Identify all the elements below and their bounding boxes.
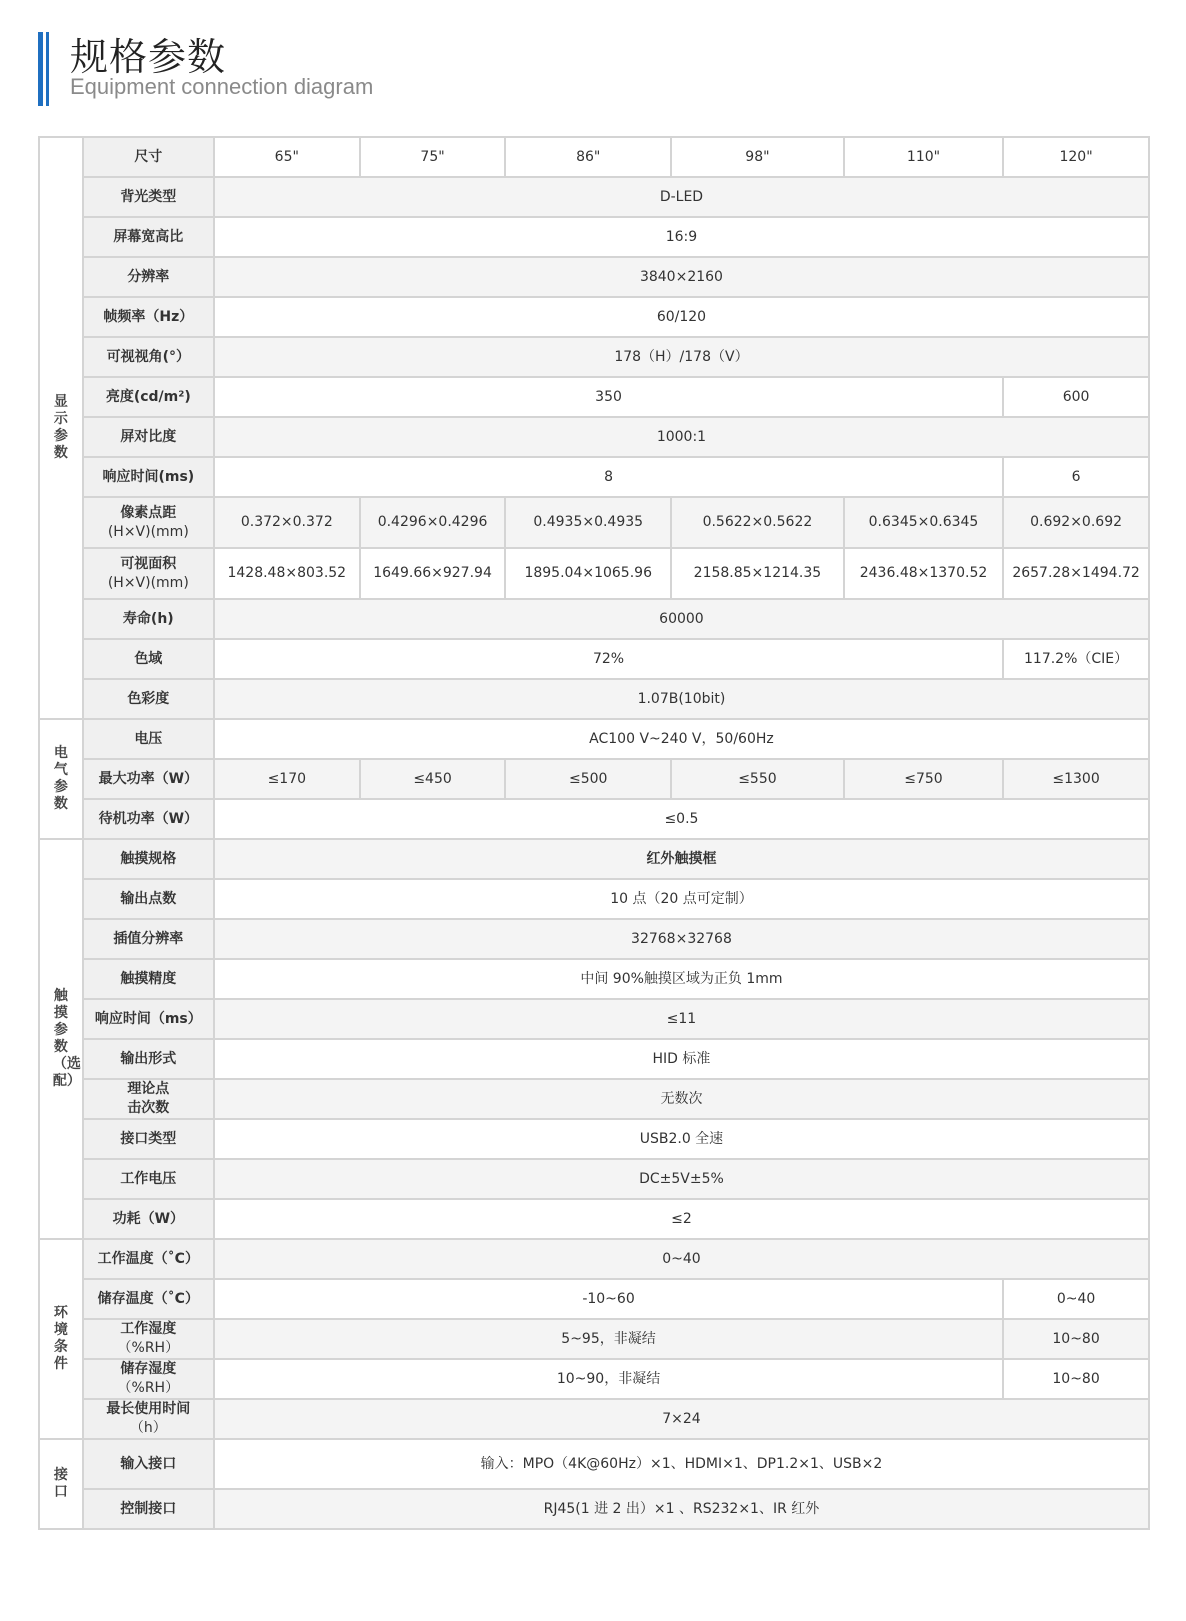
value-cell: 1649.66×927.94	[360, 548, 506, 599]
row-label: 输出形式	[83, 1039, 214, 1079]
row-label: 最大功率（W）	[83, 759, 214, 799]
value-cell: 32768×32768	[214, 919, 1149, 959]
table-row	[39, 257, 1149, 297]
value-cell: 10~90，非凝结	[214, 1359, 1003, 1399]
table-row	[39, 337, 1149, 377]
table-row	[39, 679, 1149, 719]
value-cell: DC±5V±5%	[214, 1159, 1149, 1199]
value-cell: RJ45(1 进 2 出）×1 、RS232×1、IR 红外	[214, 1489, 1149, 1529]
value-cell: 2158.85×1214.35	[671, 548, 844, 599]
spec-table	[38, 136, 1150, 1530]
table-row	[39, 1279, 1149, 1319]
table-row	[39, 1239, 1149, 1279]
value-cell: ≤750	[844, 759, 1003, 799]
table-row	[39, 1159, 1149, 1199]
value-cell: 1428.48×803.52	[214, 548, 360, 599]
table-row	[39, 177, 1149, 217]
group-touch: 触摸参数（选配）	[39, 839, 83, 1239]
table-row	[39, 497, 1149, 548]
value-cell: 0.5622×0.5622	[671, 497, 844, 548]
table-row	[39, 839, 1149, 879]
row-label: 输出点数	[83, 879, 214, 919]
row-label: 工作湿度 （%RH）	[83, 1319, 214, 1359]
table-row	[39, 548, 1149, 599]
value-cell: 0~40	[214, 1239, 1149, 1279]
value-cell: 无数次	[214, 1079, 1149, 1119]
row-label: 控制接口	[83, 1489, 214, 1529]
row-label: 储存温度（˚C）	[83, 1279, 214, 1319]
table-row	[39, 1079, 1149, 1119]
table-row	[39, 599, 1149, 639]
value-cell: 10~80	[1003, 1359, 1149, 1399]
row-label: 电压	[83, 719, 214, 759]
row-label: 插值分辨率	[83, 919, 214, 959]
value-cell: 中间 90%触摸区域为正负 1mm	[214, 959, 1149, 999]
value-cell: 10 点（20 点可定制）	[214, 879, 1149, 919]
size-cell: 65"	[214, 137, 360, 177]
row-label: 输入接口	[83, 1439, 214, 1489]
value-cell: 2657.28×1494.72	[1003, 548, 1149, 599]
value-cell: -10~60	[214, 1279, 1003, 1319]
table-row	[39, 1489, 1149, 1529]
table-row	[39, 759, 1149, 799]
group-display: 显示参数	[39, 137, 83, 719]
table-row	[39, 959, 1149, 999]
value-cell: 0~40	[1003, 1279, 1149, 1319]
row-label: 屏幕宽高比	[83, 217, 214, 257]
table-row	[39, 639, 1149, 679]
value-cell: USB2.0 全速	[214, 1119, 1149, 1159]
table-row	[39, 799, 1149, 839]
value-cell: 1000:1	[214, 417, 1149, 457]
size-cell: 120"	[1003, 137, 1149, 177]
value-cell: AC100 V~240 V，50/60Hz	[214, 719, 1149, 759]
table-row	[39, 417, 1149, 457]
row-label: 尺寸	[83, 137, 214, 177]
value-cell: ≤500	[505, 759, 671, 799]
row-label: 可视面积 (H×V)(mm)	[83, 548, 214, 599]
value-cell: ≤550	[671, 759, 844, 799]
value-cell: 5~95，非凝结	[214, 1319, 1003, 1359]
value-cell: 16:9	[214, 217, 1149, 257]
value-cell: ≤450	[360, 759, 506, 799]
table-row	[39, 879, 1149, 919]
row-label: 响应时间（ms）	[83, 999, 214, 1039]
row-label: 理论点 击次数	[83, 1079, 214, 1119]
value-cell: 117.2%（CIE）	[1003, 639, 1149, 679]
value-cell: 输入：MPO（4K@60Hz）×1、HDMI×1、DP1.2×1、USB×2	[214, 1439, 1149, 1489]
group-environment: 环境条件	[39, 1239, 83, 1439]
row-label: 色域	[83, 639, 214, 679]
size-cell: 98"	[671, 137, 844, 177]
value-cell: 0.372×0.372	[214, 497, 360, 548]
value-cell: 10~80	[1003, 1319, 1149, 1359]
table-row	[39, 1359, 1149, 1399]
row-label: 工作温度（˚C）	[83, 1239, 214, 1279]
table-row	[39, 457, 1149, 497]
table-row	[39, 719, 1149, 759]
table-row	[39, 1039, 1149, 1079]
row-label: 最长使用时间 （h）	[83, 1399, 214, 1439]
row-label: 可视视角(°）	[83, 337, 214, 377]
title-accent-bar	[38, 32, 43, 106]
value-cell: 1.07B(10bit)	[214, 679, 1149, 719]
table-row	[39, 1319, 1149, 1359]
table-row	[39, 999, 1149, 1039]
value-cell: ≤1300	[1003, 759, 1149, 799]
page-subtitle: Equipment connection diagram	[70, 74, 374, 99]
value-cell: 72%	[214, 639, 1003, 679]
value-cell: 红外触摸框	[214, 839, 1149, 879]
table-row	[39, 297, 1149, 337]
size-cell: 86"	[505, 137, 671, 177]
row-label: 屏对比度	[83, 417, 214, 457]
row-label: 分辨率	[83, 257, 214, 297]
table-row	[39, 1399, 1149, 1439]
table-row	[39, 217, 1149, 257]
value-cell: 6	[1003, 457, 1149, 497]
value-cell: HID 标准	[214, 1039, 1149, 1079]
value-cell: 2436.48×1370.52	[844, 548, 1003, 599]
value-cell: 0.6345×0.6345	[844, 497, 1003, 548]
row-label: 工作电压	[83, 1159, 214, 1199]
size-cell: 110"	[844, 137, 1003, 177]
value-cell: 3840×2160	[214, 257, 1149, 297]
table-row	[39, 1119, 1149, 1159]
row-label: 功耗（W）	[83, 1199, 214, 1239]
value-cell: 60000	[214, 599, 1149, 639]
row-label: 帧频率（Hz）	[83, 297, 214, 337]
group-electrical: 电气参数	[39, 719, 83, 839]
value-cell: 8	[214, 457, 1003, 497]
value-cell: 178（H）/178（V）	[214, 337, 1149, 377]
row-label: 储存湿度 （%RH）	[83, 1359, 214, 1399]
row-label: 接口类型	[83, 1119, 214, 1159]
table-row	[39, 377, 1149, 417]
value-cell: 1895.04×1065.96	[505, 548, 671, 599]
row-label: 待机功率（W）	[83, 799, 214, 839]
row-label: 像素点距 (H×V)(mm)	[83, 497, 214, 548]
row-label: 亮度(cd/m²)	[83, 377, 214, 417]
row-label: 触摸规格	[83, 839, 214, 879]
table-row	[39, 137, 1149, 177]
value-cell: 0.4935×0.4935	[505, 497, 671, 548]
row-label: 响应时间(ms)	[83, 457, 214, 497]
value-cell: ≤11	[214, 999, 1149, 1039]
table-row	[39, 1199, 1149, 1239]
size-cell: 75"	[360, 137, 506, 177]
value-cell: 7×24	[214, 1399, 1149, 1439]
value-cell: 0.4296×0.4296	[360, 497, 506, 548]
page-title: 规格参数	[70, 35, 227, 79]
value-cell: ≤170	[214, 759, 360, 799]
table-row	[39, 919, 1149, 959]
value-cell: 600	[1003, 377, 1149, 417]
value-cell: D-LED	[214, 177, 1149, 217]
title-accent-bar-thin	[46, 32, 49, 106]
row-label: 触摸精度	[83, 959, 214, 999]
value-cell: 60/120	[214, 297, 1149, 337]
row-label: 寿命(h)	[83, 599, 214, 639]
row-label: 色彩度	[83, 679, 214, 719]
table-row	[39, 1439, 1149, 1489]
value-cell: ≤0.5	[214, 799, 1149, 839]
row-label: 背光类型	[83, 177, 214, 217]
value-cell: 0.692×0.692	[1003, 497, 1149, 548]
value-cell: ≤2	[214, 1199, 1149, 1239]
value-cell: 350	[214, 377, 1003, 417]
group-interface: 接口	[39, 1439, 83, 1529]
